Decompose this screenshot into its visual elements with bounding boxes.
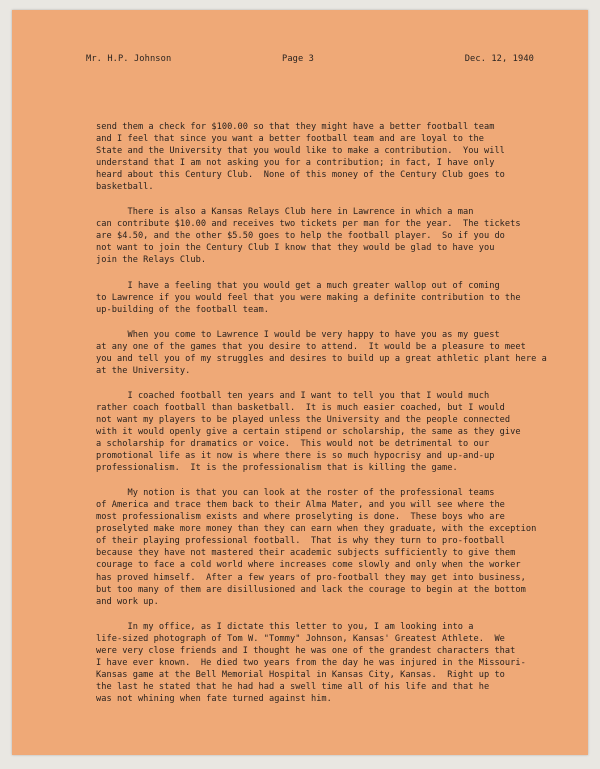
text-line: rather coach football than basketball. It is much easier coached, but I would — [96, 402, 505, 413]
text-line: professionalism. It is the professionalism that is killing the game. — [96, 463, 458, 474]
text-line: were very close friends and I thought he was one of the grandest characters that — [96, 645, 516, 656]
text-line: at the University. — [96, 365, 191, 376]
letter-body — [96, 121, 546, 718]
text-line: you and tell you of my struggles and desires to build up a great athletic plant here a — [96, 353, 547, 364]
text-line: the last he stated that he had had a swell time all of his life and that he — [96, 681, 490, 692]
body-paragraph — [96, 280, 546, 316]
page-number: Page 3 — [282, 54, 314, 64]
recipient-name: Mr. H.P. Johnson — [86, 54, 172, 64]
text-line: but too many of them are disillusioned and lack the courage to begin at the bottom — [96, 584, 526, 595]
text-line: are $4.50, and the other $5.50 goes to help the football player. So if you do — [96, 231, 505, 242]
text-line: a scholarship for dramatics or voice. This would not be detrimental to our — [96, 439, 490, 450]
text-line: has proved himself. After a few years of pro-football they may get into business, — [96, 572, 526, 583]
body-paragraph — [96, 621, 546, 705]
text-line: In my office, as I dictate this letter to you, I am looking into a — [96, 621, 474, 632]
letter-date: Dec. 12, 1940 — [464, 54, 534, 64]
text-line: not want my players to be played unless the University and the people connected — [96, 414, 511, 425]
letter-header — [86, 54, 534, 68]
text-line: was not whining when fate turned against him. — [96, 693, 332, 704]
text-line: to Lawrence if you would feel that you were making a definite contribution to the — [96, 292, 521, 303]
text-line: basketball. — [96, 182, 154, 193]
text-line: I coached football ten years and I want to tell you that I would much — [96, 390, 490, 401]
text-line: promotional life as it now is where there is so much hypocrisy and up-and-up — [96, 451, 495, 462]
text-line: proselyted make more money than they can earn when they graduate, with the exception — [96, 524, 537, 535]
text-line: I have ever known. He died two years from the day he was injured in the Missouri- — [96, 657, 526, 668]
text-line: can contribute $10.00 and receives two tickets per man for the year. The tickets — [96, 219, 521, 230]
text-line: send them a check for $100.00 so that they might have a better football team — [96, 122, 495, 132]
text-line: most professionalism exists and where proselyting is done. These boys who are — [96, 512, 505, 523]
text-line: Kansas game at the Bell Memorial Hospital in Kansas City, Kansas. Right up to — [96, 669, 505, 680]
text-line: up-building of the football team. — [96, 304, 270, 315]
text-line: There is also a Kansas Relays Club here in Lawrence in which a man — [96, 207, 474, 218]
body-paragraph — [96, 329, 546, 377]
text-line: heard about this Century Club. None of this money of the Century Club goes to — [96, 170, 505, 181]
text-line: not want to join the Century Club I know that they would be glad to have you — [96, 243, 495, 254]
text-line: courage to face a cold world where increases come slowly and only when the worker — [96, 560, 521, 571]
body-paragraph — [96, 121, 546, 193]
body-paragraph — [96, 390, 546, 474]
text-line: with it would openly give a certain stipend or scholarship, the same as they give — [96, 426, 521, 437]
letter-page — [12, 10, 588, 755]
text-line: at any one of the games that you desire to attend. It would be a pleasure to meet — [96, 341, 526, 352]
text-line: understand that I am not asking you for a contribution; in fact, I have only — [96, 158, 495, 169]
text-line: and I feel that since you want a better football team and are loyal to the — [96, 134, 484, 145]
text-line: I have a feeling that you would get a much greater wallop out of coming — [96, 280, 500, 291]
text-line: My notion is that you can look at the roster of the professional teams — [96, 488, 495, 499]
text-line: because they have not mastered their academic subjects sufficiently to give them — [96, 548, 516, 559]
text-line: and work up. — [96, 596, 159, 607]
text-line: of their playing professional football. That is why they turn to pro-football — [96, 536, 505, 547]
body-paragraph — [96, 206, 546, 266]
body-paragraph — [96, 487, 546, 607]
text-line: join the Relays Club. — [96, 255, 207, 266]
text-line: of America and trace them back to their Alma Mater, and you will see where the — [96, 500, 505, 511]
text-line: State and the University that you would like to make a contribution. You will — [96, 146, 505, 157]
text-line: When you come to Lawrence I would be very happy to have you as my guest — [96, 329, 500, 340]
text-line: life-sized photograph of Tom W. "Tommy" Johnson, Kansas' Greatest Athlete. We — [96, 633, 505, 644]
